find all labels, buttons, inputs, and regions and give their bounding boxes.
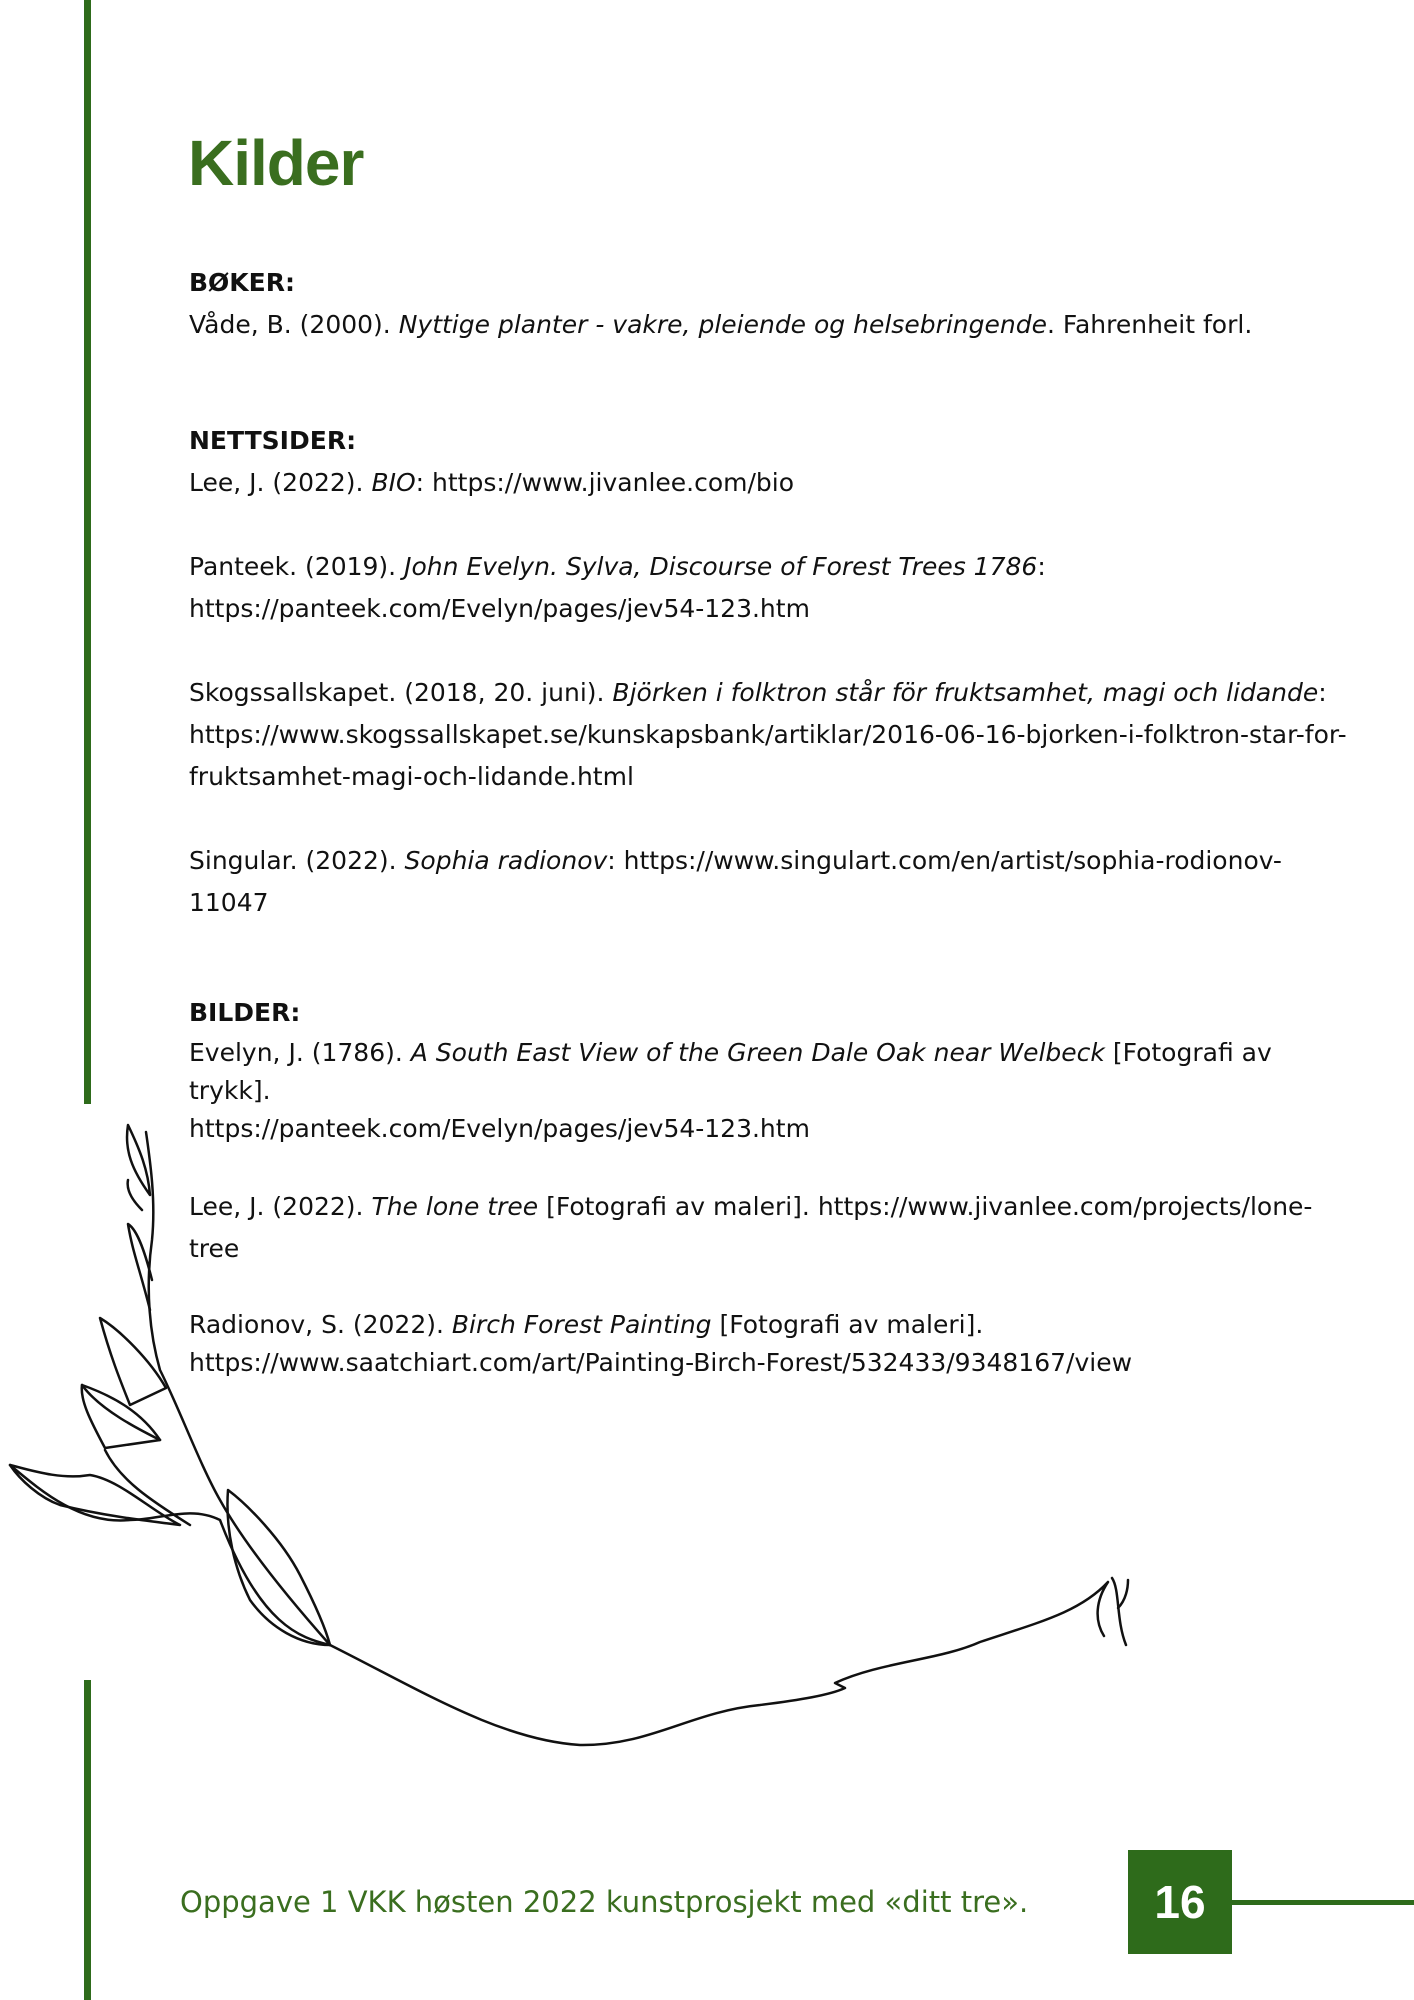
image-ref: Evelyn, J. (1786). A South East View of the Green Dale Oak near Welbeck [Fotografi av trykk]. https://panteek.com/Evelyn/pages/jev54-123.htm xyxy=(189,1038,1272,1143)
book-ref: Våde, B. (2000). Nyttige planter - vakre, pleiende og helsebringende. Fahrenheit forl. xyxy=(189,310,1253,339)
images-heading: BILDER: xyxy=(189,998,301,1027)
left-accent-bar-top xyxy=(84,0,91,1104)
image-ref: Lee, J. (2022). The lone tree [Fotografi av maleri]. https://www.jivanlee.com/projects/lone-tree xyxy=(189,1192,1313,1263)
website-ref: Skogssallskapet. (2018, 20. juni). Björken i folktron står för fruktsamhet, magi och lidande: https://www.skogssallskapet.se/kunskapsbank/artiklar/2016-06-16-bjorken-i-folktron-star-for- fruktsamhet-magi-och-lidande.html xyxy=(189,678,1347,791)
branch-drawing xyxy=(0,1120,1140,1760)
page-title: Kilder xyxy=(188,127,364,199)
website-ref: Lee, J. (2022). BIO: https://www.jivanlee.com/bio xyxy=(189,468,795,497)
page-number: 16 xyxy=(1128,1850,1232,1954)
footer-text: Oppgave 1 VKK høsten 2022 kunstprosjekt med «ditt tre». xyxy=(180,1885,1029,1919)
image-ref: Radionov, S. (2022). Birch Forest Painting [Fotografi av maleri]. https://www.saatchiart.com/art/Painting-Birch-Forest/532433/9348167/view xyxy=(189,1310,1133,1377)
footer-accent-line xyxy=(1232,1900,1414,1905)
books-heading: BØKER: xyxy=(189,268,296,297)
websites-heading: NETTSIDER: xyxy=(189,426,357,455)
website-ref: Panteek. (2019). John Evelyn. Sylva, Discourse of Forest Trees 1786: https://panteek.com/Evelyn/pages/jev54-123.htm xyxy=(189,552,1046,623)
website-ref: Singular. (2022). Sophia radionov: https://www.singulart.com/en/artist/sophia-rodionov-11047 xyxy=(189,846,1282,917)
